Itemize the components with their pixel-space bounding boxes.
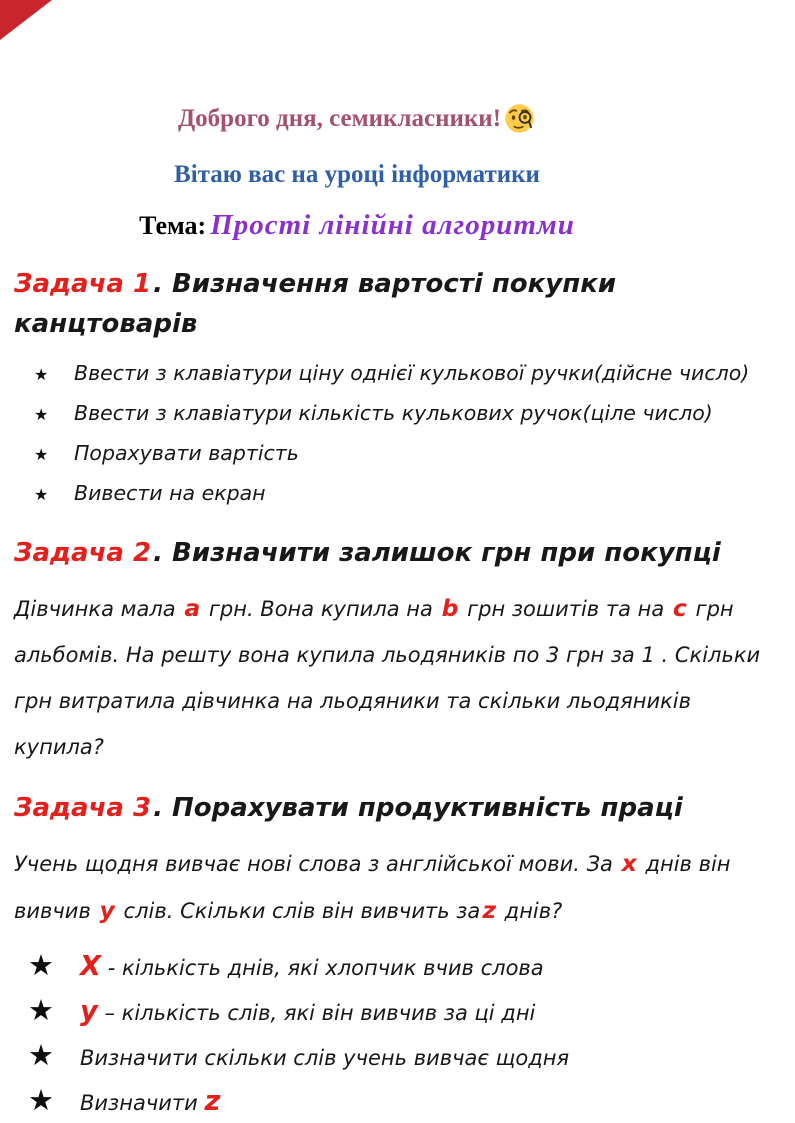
- list-item-text: [74, 440, 299, 467]
- text-segment: грн альбомів. На решту вона купила льодяників по 3 грн за 1 . Скільки грн витратила дівчинка на льодяники та скільки льодяників купила?: [14, 597, 761, 759]
- task3-title: . Порахувати продуктивність праці: [153, 793, 683, 823]
- star-bullet-icon: ★: [34, 445, 49, 464]
- star-bullet-icon: ★: [34, 365, 49, 384]
- text-segment: днів?: [498, 899, 563, 923]
- list-item: [28, 1085, 779, 1118]
- star-bullet-icon: ★: [28, 1083, 54, 1117]
- text-segment: Дівчинка мала: [14, 597, 183, 621]
- text-segment: Визначити: [80, 1091, 205, 1115]
- greeting-text: Доброго дня, семикласники!: [177, 104, 502, 132]
- text-segment: Вивести на екран: [74, 481, 266, 505]
- variable-letter: a: [184, 594, 201, 622]
- variable-letter: z: [204, 1086, 221, 1117]
- star-bullet-icon: ★: [34, 405, 49, 424]
- text-segment: – кількість слів, які він вивчив за ці дні: [97, 1001, 536, 1025]
- task3-bullet-list: [28, 950, 779, 1118]
- variable-letter: z: [482, 896, 496, 924]
- variable-letter: c: [672, 594, 687, 622]
- document-header: [0, 0, 714, 242]
- welcome-title: Вітаю вас на уроці інформатики: [174, 161, 540, 188]
- text-segment: Ввести з клавіатури кількість кулькових ручок(ціле число): [74, 401, 713, 425]
- list-item-text: [80, 1087, 220, 1118]
- task2-heading: [14, 533, 779, 573]
- star-bullet-icon: ★: [28, 993, 54, 1027]
- task1-number: Задача 1: [14, 269, 152, 299]
- topic-title: Прості лінійні алгоритми: [210, 209, 575, 241]
- list-item: [28, 1040, 779, 1073]
- task1-heading: [14, 264, 779, 344]
- list-item-text: [80, 997, 535, 1028]
- list-item-text: [80, 952, 544, 983]
- list-item-text: [80, 1043, 569, 1073]
- task3-heading: [14, 788, 779, 828]
- monocle-face-emoji: [503, 102, 536, 135]
- task1-bullet-list: [34, 360, 779, 507]
- variable-letter: X: [80, 951, 102, 982]
- task2-paragraph: [14, 585, 779, 770]
- list-item-text: [74, 400, 713, 427]
- task1-title: . Визначення вартості покупки канцтоварів: [14, 269, 617, 339]
- list-item: [34, 480, 779, 507]
- list-item: [34, 360, 779, 387]
- tasks-area: [0, 264, 795, 1118]
- variable-letter: x: [621, 849, 637, 877]
- greeting-title: [0, 102, 714, 135]
- task3-paragraph: [14, 840, 779, 934]
- star-bullet-icon: ★: [28, 1038, 54, 1072]
- text-segment: - кількість днів, які хлопчик вчив слова: [101, 956, 544, 980]
- text-segment: грн зошитів та на: [460, 597, 671, 621]
- list-item: [34, 400, 779, 427]
- text-segment: Учень щодня вивчає нові слова з англійської мови. За: [14, 852, 620, 876]
- list-item-text: [74, 360, 749, 387]
- corner-triangle-decoration: [0, 0, 52, 40]
- variable-letter: b: [441, 594, 459, 622]
- topic-label: Тема:: [139, 211, 207, 240]
- task3-number: Задача 3: [14, 793, 152, 823]
- topic-line: [0, 209, 714, 242]
- text-segment: Визначити скільки слів учень вивчає щодня: [80, 1046, 570, 1070]
- text-segment: днів він вивчив: [14, 852, 731, 923]
- list-item: [28, 950, 779, 983]
- task2-number: Задача 2: [14, 538, 152, 568]
- list-item: [34, 440, 779, 467]
- star-bullet-icon: ★: [28, 948, 54, 982]
- star-bullet-icon: ★: [34, 485, 49, 504]
- text-segment: Ввести з клавіатури ціну однієї кулькової ручки(дійсне число): [74, 361, 750, 385]
- text-segment: слів. Скільки слів він вивчить за: [116, 899, 481, 923]
- list-item-text: [74, 480, 266, 507]
- variable-letter: y: [99, 896, 115, 924]
- text-segment: грн. Вона купила на: [202, 597, 440, 621]
- variable-letter: y: [80, 996, 98, 1027]
- text-segment: Порахувати вартість: [74, 441, 299, 465]
- task2-title: . Визначити залишок грн при покупці: [153, 538, 721, 568]
- list-item: [28, 995, 779, 1028]
